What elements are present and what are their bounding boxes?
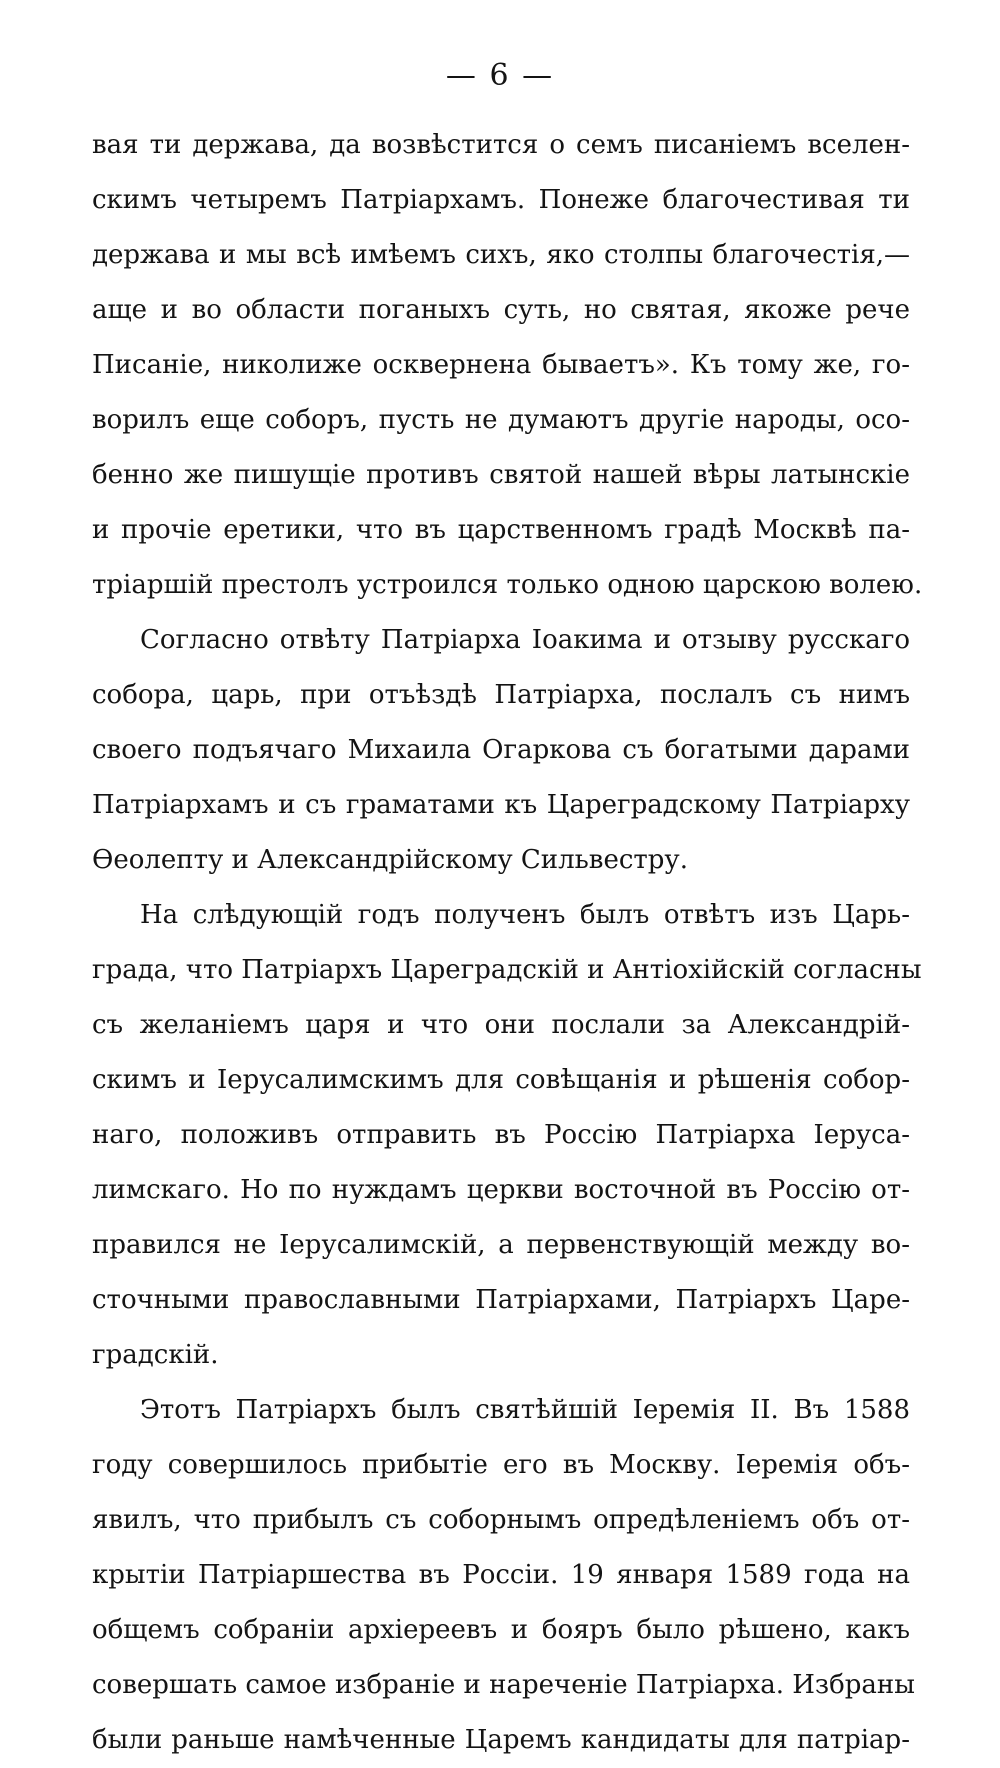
text-line: совершать самое избраніе и нареченіе Патріарха. Избраны [92, 1670, 915, 1700]
text-line: общемъ собраніи архіереевъ и бояръ было рѣшено, какъ [92, 1615, 910, 1645]
text-line: Писаніе, николиже осквернена бываетъ». Къ тому же, го- [92, 350, 910, 380]
text-line: Согласно отвѣту Патріарха Іоакима и отзыву русскаго [140, 625, 910, 655]
text-line: тріаршій престолъ устроился только одною царскою волею. [92, 570, 923, 600]
paragraph-2 [92, 613, 910, 888]
text-line: бенно же пишущіе противъ святой нашей вѣры латынскіе [92, 460, 910, 490]
text-line: сточными православными Патріархами, Патріархъ Царе- [92, 1285, 910, 1315]
text-line: явилъ, что прибылъ съ соборнымъ опредѣленіемъ объ от- [92, 1505, 910, 1535]
paragraph-1 [92, 118, 923, 613]
text-line: были раньше намѣченные Царемъ кандидаты для патріар- [92, 1725, 910, 1755]
text-line: своего подъячаго Михаила Огаркова съ богатыми дарами [92, 735, 910, 765]
text-line: наго, положивъ отправить въ Россію Патріарха Іеруса- [92, 1120, 910, 1150]
paragraph-3 [92, 888, 922, 1383]
text-line: съ желаніемъ царя и что они послали за Александрій- [92, 1010, 910, 1040]
page-number: — 6 — [445, 58, 555, 93]
text-line: правился не Іерусалимскій, а первенствующій между во- [92, 1230, 910, 1260]
text-line: скимъ четыремъ Патріархамъ. Понеже благочестивая ти [92, 185, 910, 215]
text-line: году совершилось прибытіе его въ Москву. Іеремія объ- [92, 1450, 910, 1480]
text-line: аще и во области поганыхъ суть, но святая, якоже рече [92, 295, 910, 325]
text-line: ворилъ еще соборъ, пусть не думаютъ другіе народы, осо- [92, 405, 910, 435]
text-line: Этотъ Патріархъ былъ святѣйшій Іеремія II. Въ 1588 [140, 1395, 910, 1425]
text-line: крытіи Патріаршества въ Россіи. 19 января 1589 года на [92, 1560, 910, 1590]
text-line: скимъ и Іерусалимскимъ для совѣщанія и рѣшенія собор- [92, 1065, 910, 1095]
text-line: вая ти держава, да возвѣстится о семъ писаніемъ вселен- [92, 130, 910, 160]
text-line: собора, царь, при отъѣздѣ Патріарха, послалъ съ нимъ [92, 680, 910, 710]
text-body [92, 118, 923, 1768]
paragraph-4 [92, 1383, 915, 1768]
text-line: и прочіе еретики, что въ царственномъ градѣ Москвѣ па- [92, 515, 910, 545]
text-line: На слѣдующій годъ полученъ былъ отвѣтъ изъ Царь- [140, 900, 910, 930]
text-line: Ѳеолепту и Александрійскому Сильвестру. [92, 845, 688, 875]
text-line: града, что Патріархъ Цареградскій и Антіохійскій согласны [92, 955, 922, 985]
text-line: градскій. [92, 1340, 219, 1370]
text-line: держава и мы всѣ имѣемъ сихъ, яко столпы благочестія,— [92, 240, 910, 270]
text-line: лимскаго. Но по нуждамъ церкви восточной въ Россію от- [92, 1175, 910, 1205]
text-line: Патріархамъ и съ граматами къ Цареградскому Патріарху [92, 790, 910, 820]
